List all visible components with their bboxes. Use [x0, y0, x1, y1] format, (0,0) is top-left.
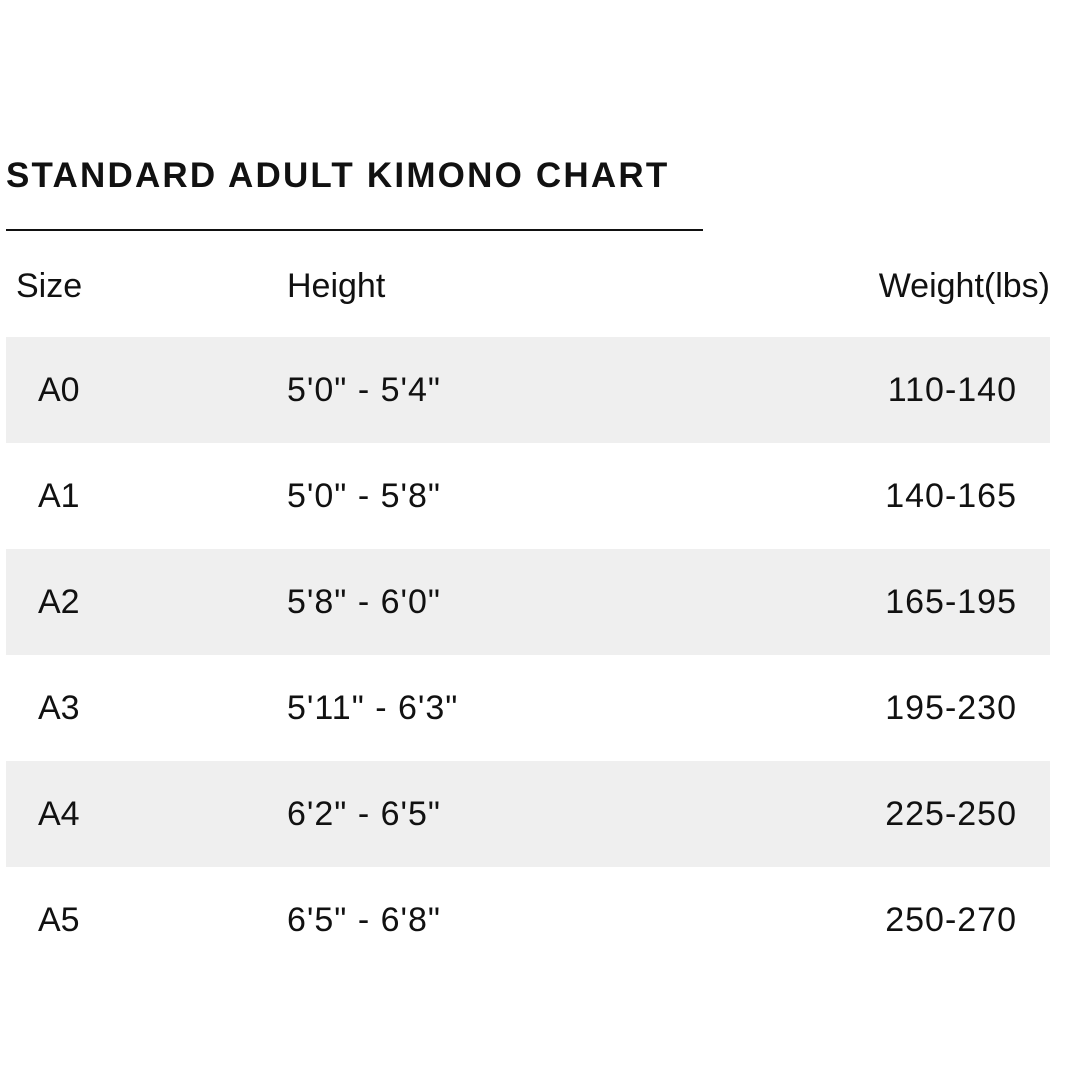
cell-weight: 165-195 [885, 583, 1017, 621]
cell-height: 5'8" - 6'0" [287, 583, 441, 621]
cell-size: A4 [38, 795, 80, 833]
header-height: Height [287, 267, 386, 305]
table-row [6, 867, 1050, 973]
cell-size: A3 [38, 689, 80, 727]
cell-weight: 250-270 [885, 901, 1017, 939]
table-row [6, 337, 1050, 443]
chart-title: STANDARD ADULT KIMONO CHART [6, 156, 670, 195]
cell-weight: 195-230 [885, 689, 1017, 727]
size-table [6, 337, 1050, 973]
cell-weight: 140-165 [885, 477, 1017, 515]
cell-size: A1 [38, 477, 80, 515]
table-row [6, 761, 1050, 867]
cell-weight: 110-140 [887, 371, 1017, 409]
cell-weight: 225-250 [885, 795, 1017, 833]
table-row [6, 655, 1050, 761]
cell-height: 6'2" - 6'5" [287, 795, 441, 833]
cell-height: 5'0" - 5'4" [287, 371, 441, 409]
table-row [6, 549, 1050, 655]
table-row [6, 443, 1050, 549]
header-weight: Weight(lbs) [878, 267, 1050, 305]
cell-height: 5'0" - 5'8" [287, 477, 441, 515]
cell-height: 6'5" - 6'8" [287, 901, 441, 939]
cell-size: A0 [38, 371, 80, 409]
title-divider [6, 229, 703, 231]
table-header-row [6, 258, 1050, 314]
cell-height: 5'11" - 6'3" [287, 689, 459, 727]
cell-size: A5 [38, 901, 80, 939]
header-size: Size [16, 267, 83, 305]
cell-size: A2 [38, 583, 80, 621]
